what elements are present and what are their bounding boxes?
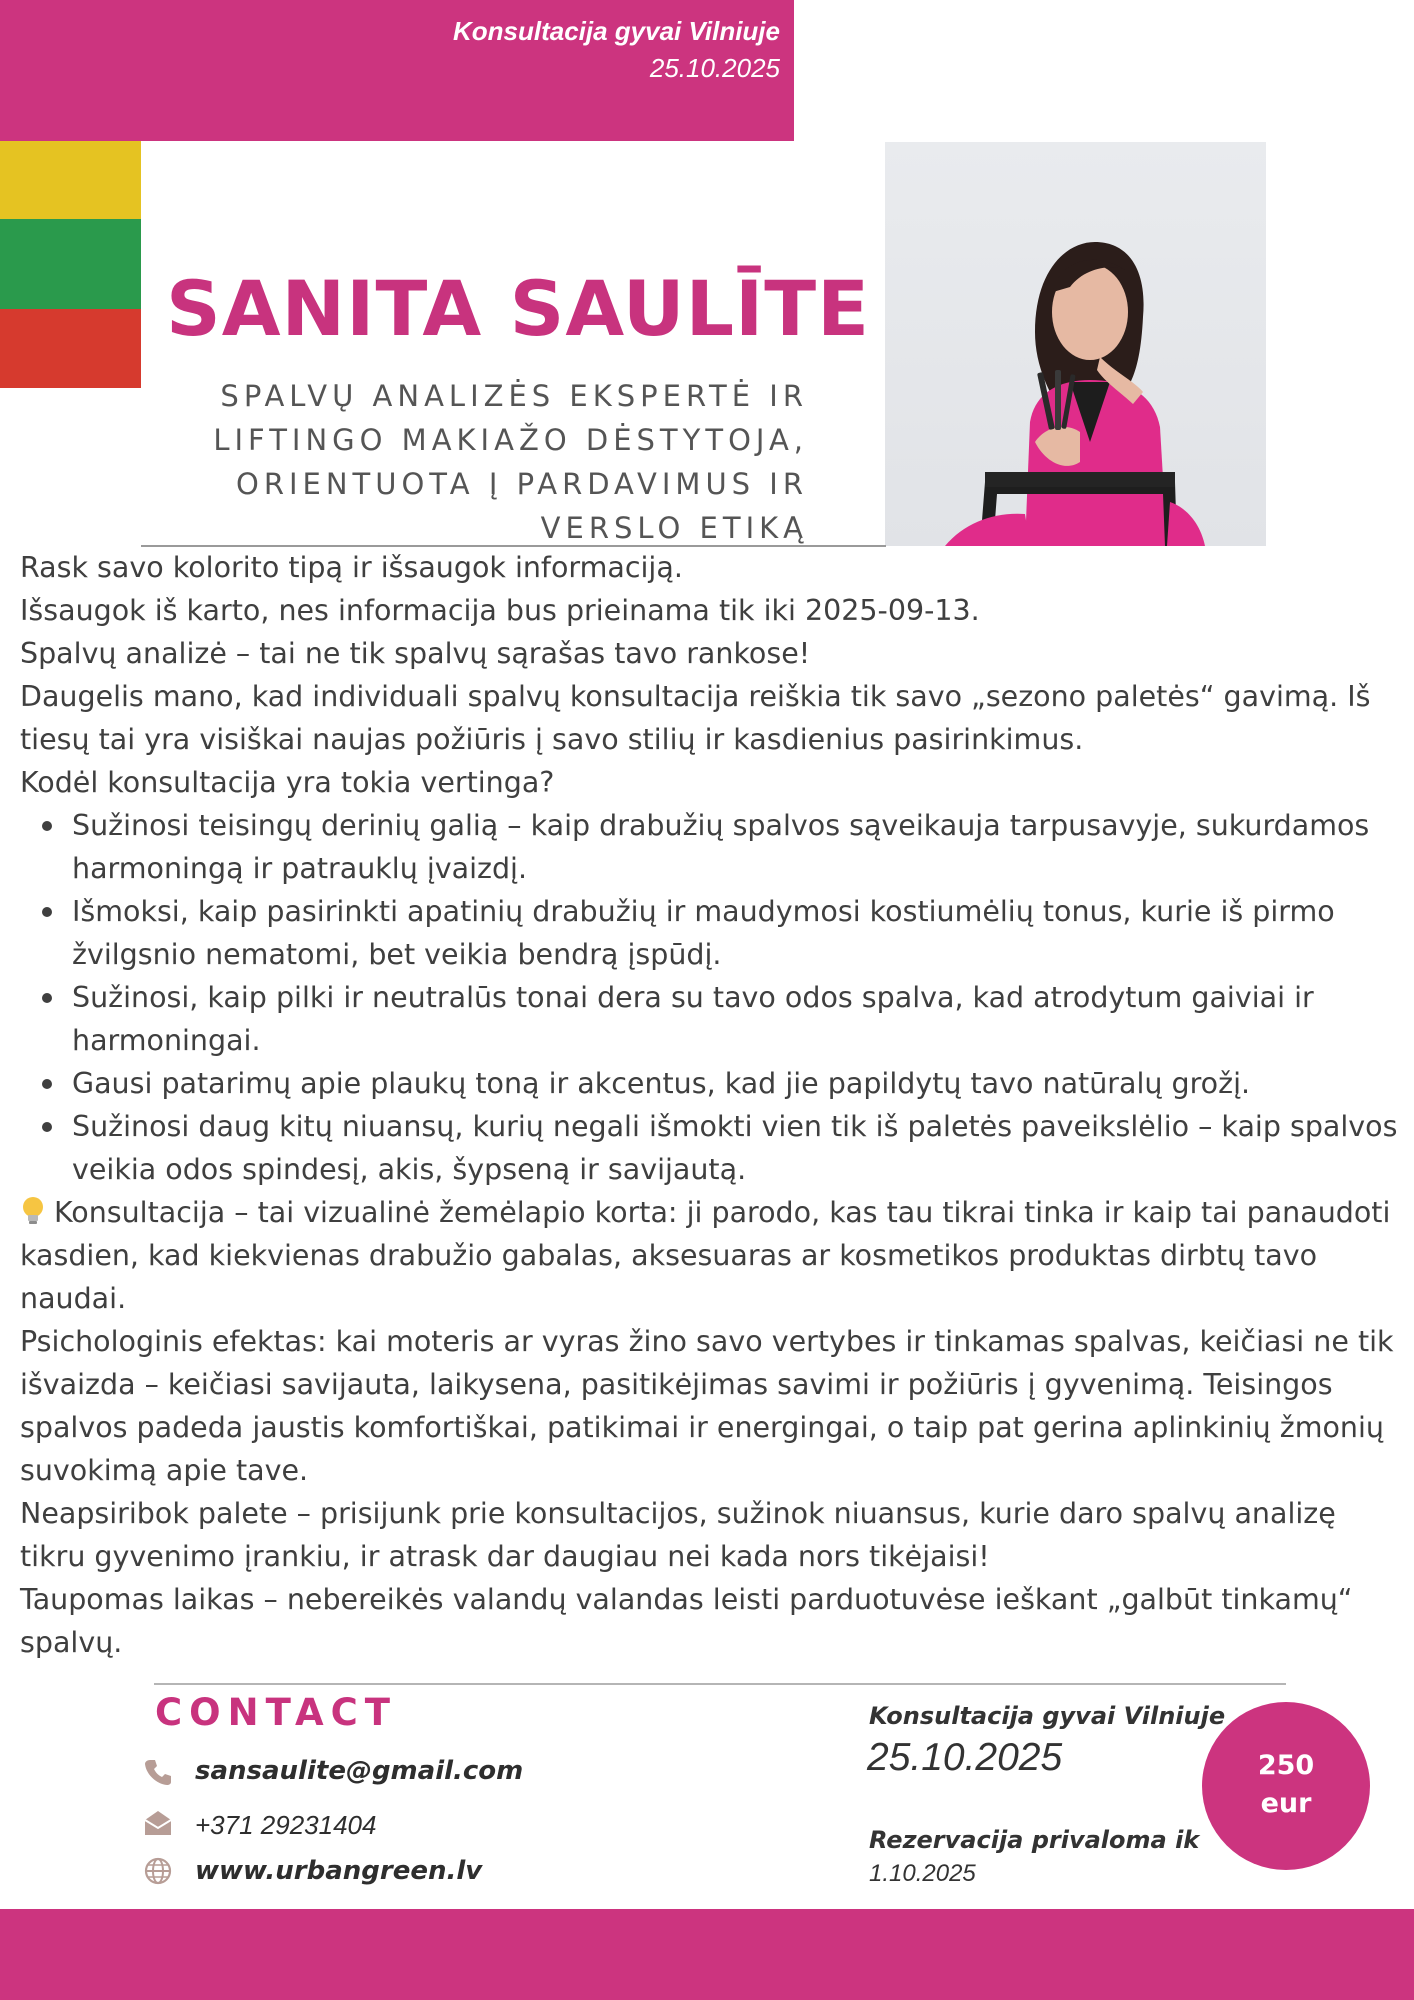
event-date: 25.10.2025 <box>867 1736 1063 1779</box>
profile-name: SANITA SAULĪTE <box>166 264 871 353</box>
contact-website[interactable]: www.urbangreen.lv <box>195 1856 483 1886</box>
contact-heading: CONTACT <box>155 1691 397 1734</box>
price-badge <box>1202 1702 1370 1870</box>
profile-subtitle <box>168 374 808 550</box>
phone-icon <box>143 1757 173 1787</box>
body-content <box>20 546 1410 1664</box>
subtitle-line: VERSLO ETIKĄ <box>540 511 808 545</box>
contact-email[interactable]: sansaulite@gmail.com <box>195 1756 524 1786</box>
envelope-icon <box>143 1808 173 1838</box>
body-paragraph: Kodėl konsultacija yra tokia vertinga? <box>20 766 555 799</box>
lightbulb-icon <box>20 1196 46 1226</box>
portrait-illustration <box>885 142 1266 546</box>
subtitle-line: ORIENTUOTA Į PARDAVIMUS IR <box>236 467 808 501</box>
body-paragraph: Rask savo kolorito tipą ir išsaugok informaciją. <box>20 551 683 584</box>
footer-band <box>0 1909 1414 2000</box>
body-paragraph: Išsaugok iš karto, nes informacija bus prieinama tik iki 2025-09-13. <box>20 594 980 627</box>
body-paragraph: Taupomas laikas – nebereikės valandų valandas leisti parduotuvėse ieškant „galbūt tinkamų“ spalvų. <box>20 1583 1353 1659</box>
subtitle-line: SPALVŲ ANALIZĖS EKSPERTĖ IR <box>220 379 808 413</box>
price-currency: eur <box>1260 1788 1312 1819</box>
profile-photo <box>885 142 1266 546</box>
list-item: Sužinosi teisingų derinių galią – kaip drabužių spalvos sąveikauja tarpusavyje, sukurdamos harmoningą ir patrauklų įvaizdį. <box>72 804 1410 890</box>
body-paragraph-text: Konsultacija – tai vizualinė žemėlapio korta: ji parodo, kas tau tikrai tinka ir kaip tai panaudoti kasdien, kad kiekvienas drabužio gabalas, aksesuaras ar kosmetikos produktas dirbtų tavo naudai. <box>20 1196 1391 1315</box>
contact-phone[interactable]: +371 29231404 <box>195 1810 377 1840</box>
flag-stripe-yellow <box>0 141 141 219</box>
body-paragraph: Spalvų analizė – tai ne tik spalvų sąrašas tavo rankose! <box>20 637 811 670</box>
reservation-label: Rezervacija privaloma ik <box>869 1826 1200 1854</box>
header-event-title: Konsultacija gyvai Vilniuje <box>452 16 780 46</box>
benefits-list <box>20 804 1410 1191</box>
footer-divider <box>154 1683 1286 1685</box>
event-title: Konsultacija gyvai Vilniuje <box>869 1702 1226 1730</box>
body-paragraph: Psichologinis efektas: kai moteris ar vyras žino savo vertybes ir tinkamas spalvas, keičiasi ne tik išvaizda – keičiasi savijauta, laikysena, pasitikėjimas savimi ir požiūris į gyvenimą. Teisingos spalvos padeda jaustis komfortiškai, patikimai ir energingai, o taip pat gerina aplinkinių žmonių suvokimą apie tave. <box>20 1325 1394 1487</box>
flag-stripe-red <box>0 309 141 388</box>
body-paragraph <box>20 1191 1410 1320</box>
list-item: Sužinosi, kaip pilki ir neutralūs tonai dera su tavo odos spalva, kad atrodytum gaiviai ir harmoningai. <box>72 976 1410 1062</box>
globe-icon <box>143 1856 173 1886</box>
list-item: Gausi patarimų apie plaukų toną ir akcentus, kad jie papildytų tavo natūralų grožį. <box>72 1062 1410 1105</box>
header-event-date: 25.10.2025 <box>649 53 780 83</box>
body-paragraph: Daugelis mano, kad individuali spalvų konsultacija reiškia tik savo „sezono paletės“ gavimą. Iš tiesų tai yra visiškai naujas požiūris į savo stilių ir kasdienius pasirinkimus. <box>20 680 1371 756</box>
list-item: Išmoksi, kaip pasirinkti apatinių drabužių ir maudymosi kostiumėlių tonus, kurie iš pirmo žvilgsnio nematomi, bet veikia bendrą įspūdį. <box>72 890 1410 976</box>
body-paragraph: Neapsiribok palete – prisijunk prie konsultacijos, sužinok niuansus, kurie daro spalvų analizę tikru gyvenimo įrankiu, ir atrask dar daugiau nei kada nors tikėjaisi! <box>20 1497 1336 1573</box>
flag-stripe-green <box>0 219 141 309</box>
price-amount: 250 <box>1257 1750 1315 1781</box>
subtitle-line: LIFTINGO MAKIAŽO DĖSTYTOJA, <box>213 423 808 457</box>
list-item: Sužinosi daug kitų niuansų, kurių negali išmokti vien tik iš paletės paveikslėlio – kaip spalvos veikia odos spindesį, akis, šypseną ir savijautą. <box>72 1105 1410 1191</box>
reservation-date: 1.10.2025 <box>869 1860 976 1887</box>
